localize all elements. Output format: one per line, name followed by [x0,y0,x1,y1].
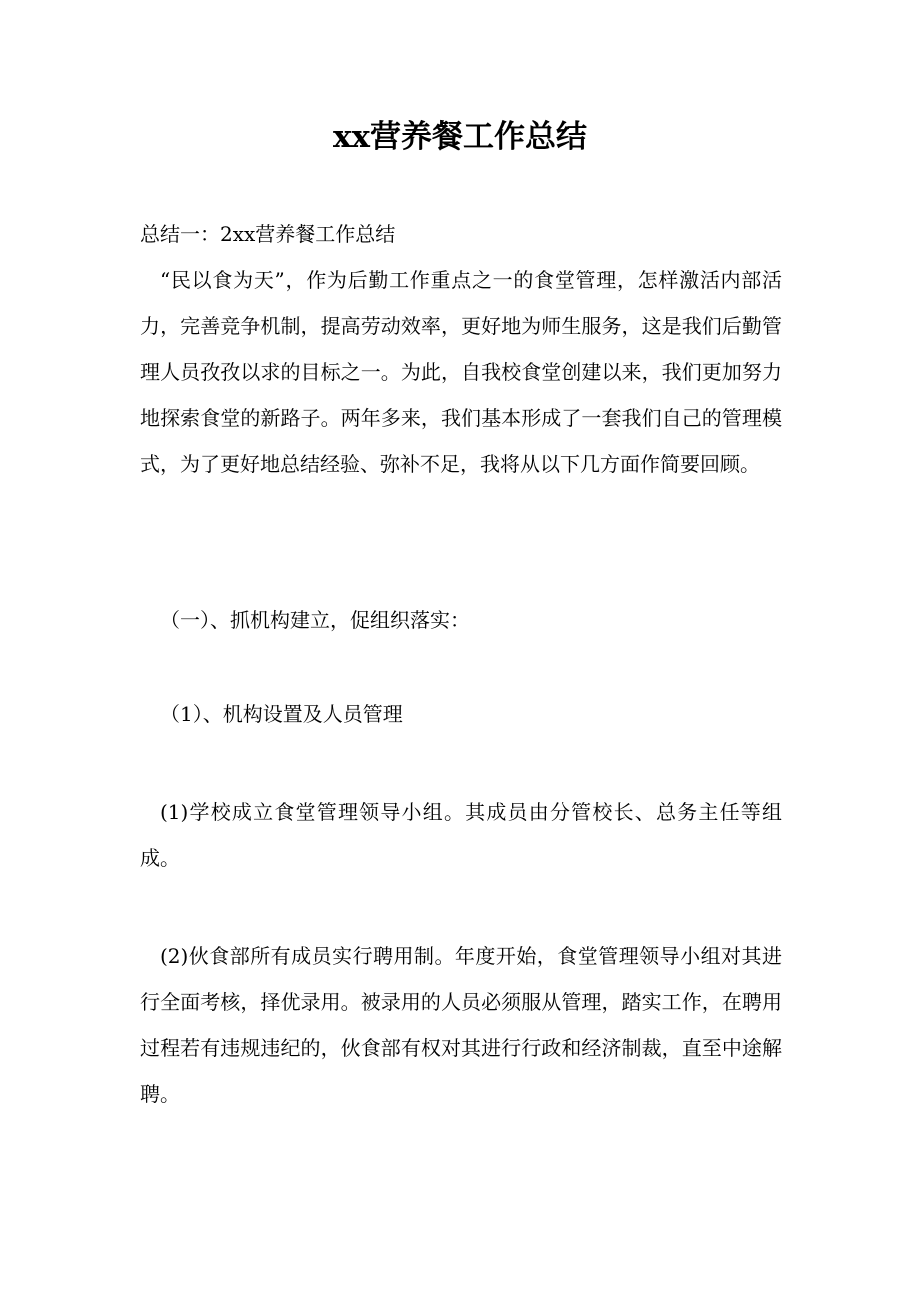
intro-paragraph: “民以食为天”，作为后勤工作重点之一的食堂管理，怎样激活内部活力，完善竞争机制，提高劳动效率，更好地为师生服务，这是我们后勤管理人员孜孜以求的目标之一。为此，自我校食堂创建以来，我们更加努力地探索食堂的新路子。两年多来，我们基本形成了一套我们自己的管理模式，为了更好地总结经验、弥补不足，我将从以下几方面作简要回顾。 [140,268,782,476]
section-heading: （一）、抓机构建立，促组织落实： [160,608,470,632]
list-item-1: (1)学校成立食堂管理领导小组。其成员由分管校长、总务主任等组成。 [140,800,782,870]
document-subtitle: 总结一：2xx营养餐工作总结 [140,222,396,246]
list-item-2: (2)伙食部所有成员实行聘用制。年度开始，食堂管理领导小组对其进行全面考核，择优录用。被录用的人员必须服从管理，踏实工作，在聘用过程若有违规违纪的，伙食部有权对其进行行政和经济制裁，直至中途解聘。 [140,944,782,1106]
document-title: xx营养餐工作总结 [333,119,587,155]
subsection-heading: （1）、机构设置及人员管理 [160,702,403,726]
